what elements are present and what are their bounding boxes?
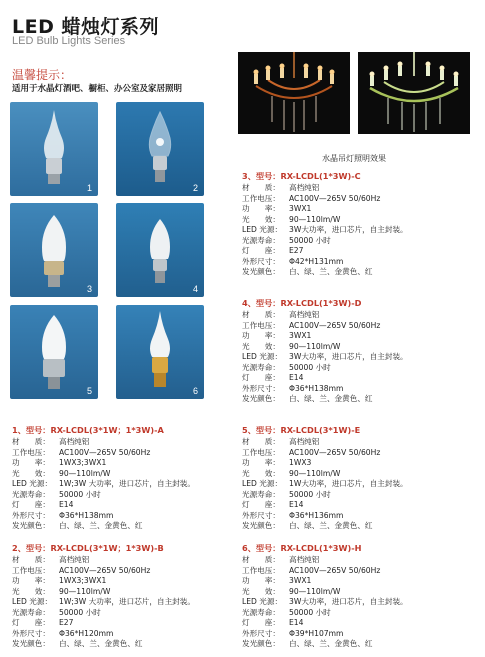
spec-value: 白、绿、兰、金黄色、红 (289, 521, 373, 530)
spec-block-b (12, 542, 195, 650)
spec-heading: 3、型号：RX-LCDL(1*3W)-C (242, 171, 361, 181)
product-thumbnail-4 (116, 203, 204, 297)
spec-value: 高档纯铝 (59, 437, 90, 446)
thumbnail-number: 5 (86, 386, 92, 396)
spec-label: 光 效： (12, 586, 50, 596)
spec-label: 灯 座： (242, 618, 280, 627)
spec-value: 50000 小时 (59, 489, 101, 499)
product-thumbnail-grid (10, 102, 210, 397)
spec-value: 50000 小时 (289, 607, 331, 617)
spec-value: E27 (59, 618, 74, 627)
spec-label: 材 质： (12, 555, 50, 564)
thumbnail-number: 4 (192, 284, 198, 294)
spec-label: 外形尺寸： (242, 510, 280, 520)
product-thumbnail-1 (10, 102, 98, 196)
chandelier-icon (238, 52, 350, 134)
spec-value: 90—110lm/W (289, 586, 341, 596)
spec-value: AC100V—265V 50/60Hz (289, 447, 381, 457)
spec-label: 光源寿命： (12, 489, 50, 499)
spec-label: LED 光源： (12, 597, 53, 606)
product-thumbnail-3 (10, 203, 98, 297)
spec-value: 白、绿、兰、金黄色、红 (289, 267, 373, 276)
spec-heading: 5、型号：RX-LCDL(3*1W)-E (242, 425, 361, 435)
spec-label: 外形尺寸： (242, 628, 280, 638)
spec-label: 外形尺寸： (12, 510, 50, 520)
spec-block-h (242, 542, 408, 650)
spec-value: 3W大功率，进口芯片，自主封装。 (289, 352, 408, 361)
spec-value: 高档纯铝 (289, 437, 320, 446)
spec-label: 工作电压： (242, 193, 280, 203)
spec-label: 灯 座： (12, 500, 50, 509)
spec-label: 工作电压： (242, 447, 280, 457)
spec-value: 90—110lm/W (289, 214, 341, 224)
candle-bulb-gold-icon (116, 305, 204, 399)
spec-heading: 4、型号：RX-LCDL(1*3W)-D (242, 298, 362, 308)
spec-value: 高档纯铝 (289, 555, 320, 564)
spec-value: Φ42*H131mm (289, 256, 344, 266)
spec-value: AC100V—265V 50/60Hz (289, 193, 381, 203)
spec-value: Φ36*H138mm (289, 383, 344, 393)
candle-bulb-tail-icon (10, 102, 98, 196)
spec-label: 材 质： (12, 437, 50, 446)
spec-value: 白、绿、兰、金黄色、红 (59, 521, 143, 530)
spec-label: 发光颜色： (12, 521, 50, 530)
candle-bulb-silver-icon (10, 305, 98, 399)
page-title: LED 蜡烛灯系列 (12, 16, 159, 38)
spec-label: 发光颜色： (242, 521, 280, 530)
spec-label: 工作电压： (242, 565, 280, 575)
spec-label: 功 率： (242, 458, 280, 467)
spec-value: 高档纯铝 (289, 310, 320, 319)
spec-label: 材 质： (242, 555, 280, 564)
spec-value: E14 (59, 500, 74, 509)
page-subtitle: LED Bulb Lights Series (12, 35, 126, 47)
spec-label: 灯 座： (12, 618, 50, 627)
spec-value: 高档纯铝 (59, 555, 90, 564)
spec-value: AC100V—265V 50/60Hz (59, 565, 151, 575)
spec-value: 1WX3 (289, 458, 312, 467)
spec-value: 90—110lm/W (289, 468, 341, 478)
spec-block-e (242, 424, 408, 532)
spec-label: 发光颜色： (242, 267, 280, 276)
spec-label: 外形尺寸： (242, 383, 280, 393)
spec-value: 3WX1 (289, 331, 312, 340)
tip-title: 温馨提示： (12, 68, 73, 82)
spec-label: 发光颜色： (242, 639, 280, 648)
spec-value: AC100V—265V 50/60Hz (289, 565, 381, 575)
spec-label: LED 光源： (12, 479, 53, 488)
chandelier-photo-red (238, 52, 350, 134)
spec-value: E27 (289, 246, 304, 255)
product-thumbnail-6 (116, 305, 204, 399)
spec-label: 光源寿命： (242, 362, 280, 372)
spec-label: 功 率： (242, 331, 280, 340)
spec-value: AC100V—265V 50/60Hz (289, 320, 381, 330)
spec-label: 功 率： (242, 576, 280, 585)
spec-value: 1WX3;3WX1 (59, 576, 107, 585)
spec-value: AC100V—265V 50/60Hz (59, 447, 151, 457)
thumbnail-number: 2 (192, 183, 198, 193)
spec-label: 光 效： (242, 468, 280, 478)
product-thumbnail-5 (10, 305, 98, 399)
spec-block-a (12, 424, 195, 532)
candle-bulb-frosted-icon (10, 203, 98, 297)
spec-label: 功 率： (12, 458, 50, 467)
spec-value: 50000 小时 (289, 235, 331, 245)
spec-label: 光源寿命： (242, 607, 280, 617)
spec-value: 1W;3W 大功率，进口芯片，自主封装。 (59, 479, 195, 488)
spec-label: 功 率： (12, 576, 50, 585)
spec-label: 功 率： (242, 204, 280, 213)
spec-label: 光源寿命： (242, 489, 280, 499)
spec-value: 50000 小时 (289, 362, 331, 372)
spec-value: Φ39*H107mm (289, 628, 344, 638)
spec-label: 材 质： (242, 437, 280, 446)
spec-value: 1W大功率，进口芯片，自主封装。 (289, 479, 408, 488)
spec-value: 3WX1 (289, 204, 312, 213)
spec-heading: 1、型号：RX-LCDL(3*1W；1*3W)-A (12, 425, 164, 435)
tip-text: 适用于水晶灯酒吧、橱柜、办公室及家居照明 (12, 84, 183, 94)
spec-label: 灯 座： (242, 373, 280, 382)
spec-value: 3W大功率，进口芯片，自主封装。 (289, 597, 408, 606)
spec-label: 发光颜色： (12, 639, 50, 648)
spec-value: 3W大功率，进口芯片，自主封装。 (289, 225, 408, 234)
spec-label: LED 光源： (242, 225, 283, 234)
spec-value: 3WX1 (289, 576, 312, 585)
spec-value: 1W;3W 大功率，进口芯片，自主封装。 (59, 597, 195, 606)
spec-label: 光 效： (242, 214, 280, 224)
spec-label: 外形尺寸： (12, 628, 50, 638)
spec-label: 工作电压： (12, 447, 50, 457)
product-thumbnail-2 (116, 102, 204, 196)
spec-label: LED 光源： (242, 352, 283, 361)
thumbnail-number: 3 (86, 284, 92, 294)
spec-block-c (242, 170, 408, 278)
spec-label: 灯 座： (242, 500, 280, 509)
spec-value: 1WX3;3WX1 (59, 458, 107, 467)
spec-label: 材 质： (242, 183, 280, 192)
spec-value: 50000 小时 (289, 489, 331, 499)
candle-bulb-frosted-small-icon (116, 203, 204, 297)
spec-label: 材 质： (242, 310, 280, 319)
spec-label: 光源寿命： (242, 235, 280, 245)
spec-value: Φ36*H136mm (289, 510, 344, 520)
spec-value: 90—110lm/W (59, 586, 111, 596)
spec-label: LED 光源： (242, 597, 283, 606)
spec-label: 发光颜色： (242, 394, 280, 403)
spec-label: 光 效： (242, 586, 280, 596)
spec-value: 90—110lm/W (59, 468, 111, 478)
spec-label: 灯 座： (242, 246, 280, 255)
spec-block-d (242, 297, 408, 405)
spec-heading: 6、型号：RX-LCDL(1*3W)-H (242, 543, 362, 553)
spec-label: 工作电压： (12, 565, 50, 575)
spec-label: 光 效： (12, 468, 50, 478)
spec-heading: 2、型号：RX-LCDL(3*1W；1*3W)-B (12, 543, 164, 553)
thumbnail-number: 6 (192, 386, 198, 396)
spec-label: 光源寿命： (12, 607, 50, 617)
photo-caption: 水晶吊灯照明效果 (322, 154, 386, 163)
candle-bulb-clear-icon (116, 102, 204, 196)
thumbnail-number: 1 (86, 183, 92, 193)
spec-label: LED 光源： (242, 479, 283, 488)
spec-value: Φ36*H120mm (59, 628, 114, 638)
spec-value: 白、绿、兰、金黄色、红 (59, 639, 143, 648)
chandelier-icon (358, 52, 470, 134)
spec-value: E14 (289, 618, 304, 627)
chandelier-photo-crystal (358, 52, 470, 134)
spec-value: E14 (289, 373, 304, 382)
spec-label: 光 效： (242, 341, 280, 351)
spec-value: 50000 小时 (59, 607, 101, 617)
spec-value: 白、绿、兰、金黄色、红 (289, 639, 373, 648)
spec-label: 工作电压： (242, 320, 280, 330)
spec-value: 高档纯铝 (289, 183, 320, 192)
spec-value: Φ36*H138mm (59, 510, 114, 520)
spec-value: E14 (289, 500, 304, 509)
spec-value: 白、绿、兰、金黄色、红 (289, 394, 373, 403)
spec-label: 外形尺寸： (242, 256, 280, 266)
spec-value: 90—110lm/W (289, 341, 341, 351)
